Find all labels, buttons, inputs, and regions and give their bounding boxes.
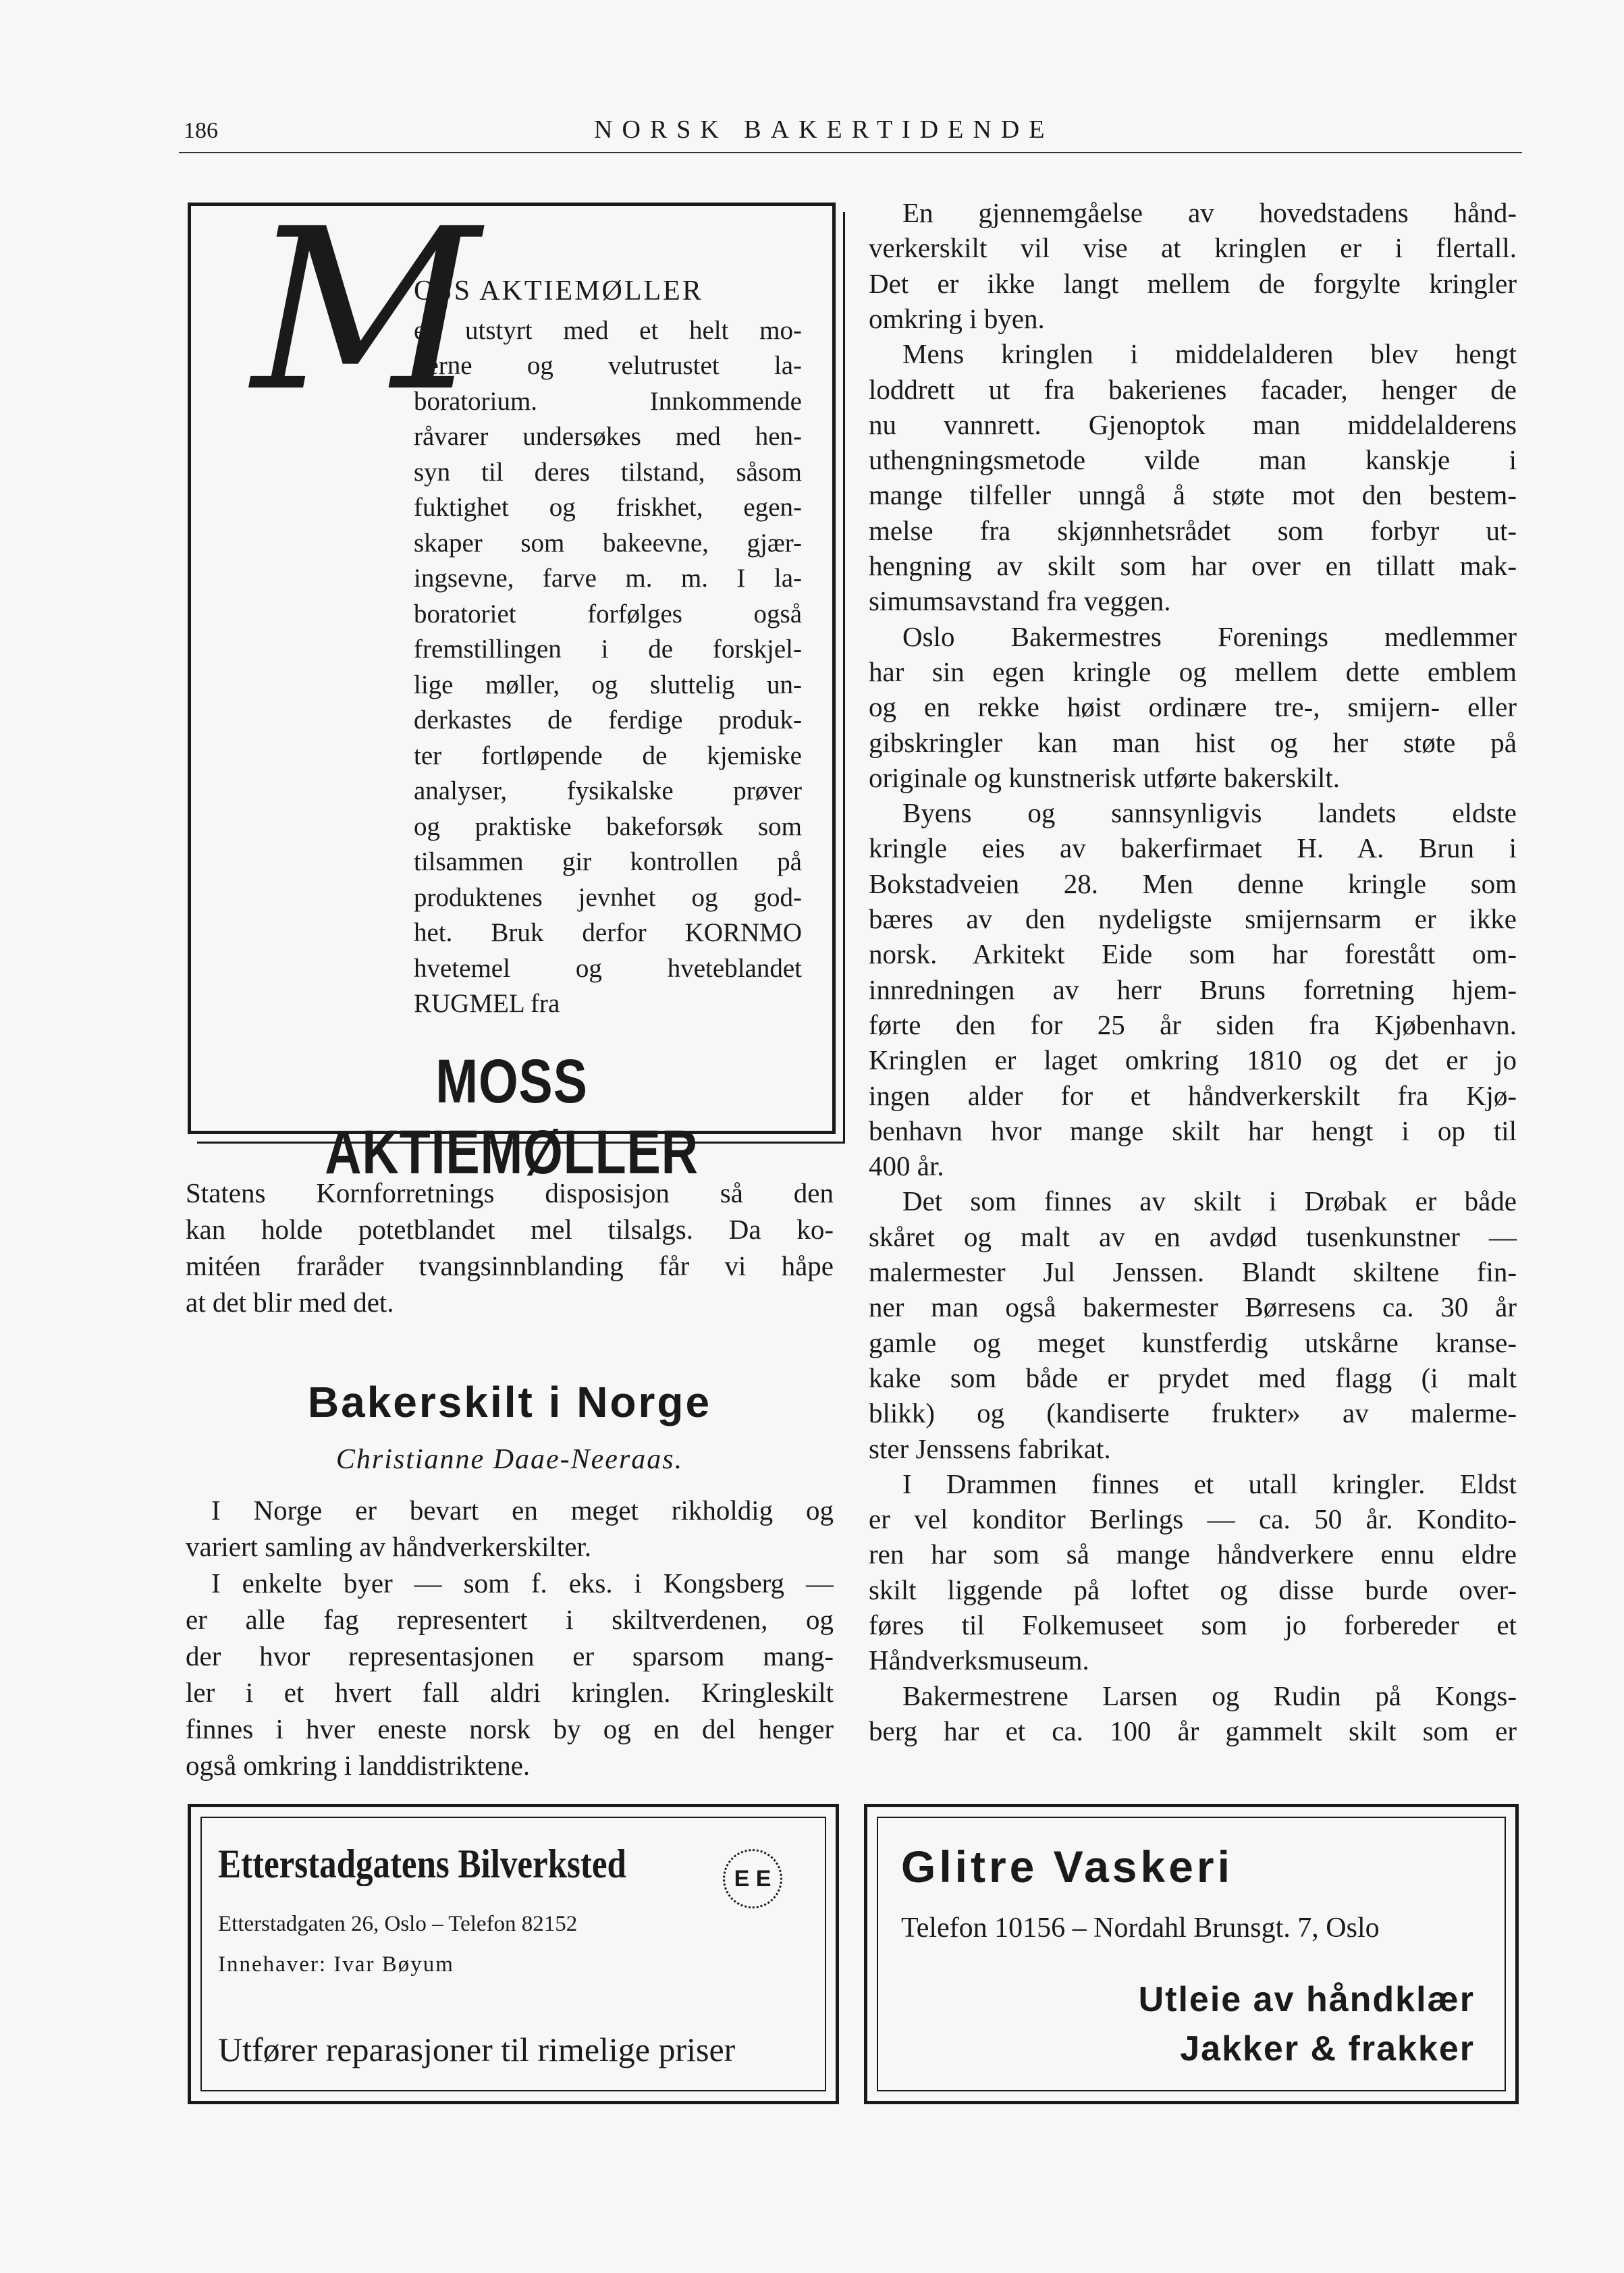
glitre-vaskeri-ad	[864, 1804, 1519, 2104]
body-text-line: nu vannrett. Gjenoptok man middelalderens	[869, 408, 1517, 440]
body-text-line: I Norge er bevart en meget rikholdig og	[211, 1495, 834, 1526]
body-text-line: norsk. Arkitekt Eide som har forestått om-	[869, 938, 1517, 970]
moss-ad-line: tilsammen gir kontrollen på	[414, 847, 802, 876]
body-text-line: omkring i byen.	[869, 302, 1045, 334]
body-text-line: kringle eies av bakerfirmaet H. A. Brun i	[869, 832, 1517, 864]
page-number: 186	[184, 118, 218, 143]
body-text-line: originale og kunstnerisk utførte bakerskilt.	[869, 761, 1340, 793]
decorative-initial: M	[252, 181, 480, 440]
bilverksted-address: Etterstadgaten 26, Oslo – Telefon 82152	[218, 1912, 578, 1936]
body-text-line: førte den for 25 år siden fra Kjøbenhavn.	[869, 1009, 1517, 1040]
moss-ad-line: RUGMEL fra	[414, 989, 560, 1018]
moss-ad-line: fremstillingen i de forskjel-	[414, 635, 802, 664]
body-text-line: benhavn hvor mange skilt har hengt i op til	[869, 1115, 1517, 1146]
body-text-line: Bakermestrene Larsen og Rudin på Kongs-	[902, 1680, 1517, 1711]
body-text-line: ler i et hvert fall aldri kringlen. Kringleskilt	[186, 1677, 834, 1708]
body-text-line: er alle fag representert i skiltverdenen, og	[186, 1604, 834, 1635]
article-title: Bakerskilt i Norge	[307, 1378, 712, 1426]
body-text-line: ster Jenssens fabrikat.	[869, 1433, 1111, 1464]
body-text-line: også omkring i landdistriktene.	[186, 1750, 531, 1781]
body-text-line: Statens Kornforretnings disposisjon så den	[186, 1177, 834, 1208]
body-text-line: skåret og malt av en avdød tusenkunstner —	[869, 1221, 1517, 1252]
bilverksted-ad	[188, 1804, 839, 2104]
body-text-line: kan holde potetblandet mel tilsalgs. Da ko-	[186, 1214, 834, 1245]
moss-ad-line: het. Bruk derfor KORNMO	[414, 918, 802, 947]
body-text-line: Det er ikke langt mellem de forgylte kringler	[869, 267, 1517, 299]
moss-ad-line: fuktighet og friskhet, egen-	[414, 493, 802, 522]
moss-ad-line: råvarer undersøkes med hen-	[414, 422, 802, 451]
moss-ad-line: er utstyrt med et helt mo-	[414, 315, 802, 345]
body-text-line: uthengningsmetode vilde man kanskje i	[869, 444, 1517, 476]
body-text-line: 400 år.	[869, 1150, 944, 1182]
body-text-line: finnes i hver eneste norsk by og en del henger	[186, 1713, 834, 1744]
body-text-line: malermester Jul Jenssen. Blandt skiltene fin-	[869, 1256, 1517, 1287]
moss-ad-line: analyser, fysikalske prøver	[414, 776, 802, 805]
moss-ad-line: skaper som bakeevne, gjær-	[414, 528, 802, 558]
body-text-line: føres til Folkemuseet som jo forbereder et	[869, 1609, 1517, 1640]
article-author: Christianne Daae-Neeraas.	[335, 1444, 684, 1475]
moss-ad-line: OSS AKTIEMØLLER	[414, 275, 703, 306]
body-text-line: berg har et ca. 100 år gammelt skilt som er	[869, 1715, 1517, 1746]
moss-ad-brand: MOSS AKTIEMØLLER	[325, 1047, 699, 1187]
bilverksted-slogan: Utfører reparasjoner til rimelige priser	[218, 2031, 736, 2068]
body-text-line: melse fra skjønnhetsrådet som forbyr ut-	[869, 514, 1517, 546]
moss-ad-line: derkastes de ferdige produk-	[414, 705, 802, 734]
body-text-line: har sin egen kringle og mellem dette emblem	[869, 656, 1517, 687]
body-text-line: mange tilfeller unngå å støte mot den bestem-	[869, 479, 1517, 511]
moss-ad-line: syn til deres tilstand, såsom	[414, 457, 802, 487]
moss-ad-line: boratoriet forfølges også	[414, 599, 802, 629]
moss-ad-line: boratorium. Innkommende	[414, 386, 802, 416]
body-text-line: og en rekke høist ordinære tre-, smijern- eller	[869, 691, 1517, 723]
moss-ad-line: og praktiske bakeforsøk som	[414, 811, 802, 841]
body-text-line: hengning av skilt som har over en tillatt mak-	[869, 550, 1517, 581]
body-text-line: ren har som så mange håndverkere ennu eldre	[869, 1539, 1517, 1570]
header-divider	[179, 152, 1522, 153]
moss-ad-line: produktenes jevnhet og god-	[414, 882, 802, 912]
bilverksted-title: Etterstadgatens Bilverksted	[218, 1842, 626, 1886]
vaskeri-service-line-2: Jakker & frakker	[1180, 2029, 1475, 2068]
vaskeri-title: Glitre Vaskeri	[901, 1842, 1233, 1892]
moss-ad-line: ter fortløpende de kjemiske	[414, 741, 802, 770]
running-head: NORSK BAKERTIDENDE	[594, 115, 1054, 144]
moss-ad-line: ingsevne, farve m. m. I la-	[414, 564, 802, 593]
body-text-line: bæres av den nydeligste smijernsarm er ikke	[869, 903, 1517, 934]
moss-ad-line: derne og velutrustet la-	[414, 351, 802, 380]
vaskeri-contact: Telefon 10156 – Nordahl Brunsgt. 7, Oslo	[901, 1913, 1380, 1944]
body-text-line: er vel konditor Berlings — ca. 50 år. Kondito-	[869, 1503, 1517, 1535]
body-text-line: variert samling av håndverkerskilter.	[186, 1531, 592, 1562]
body-text-line: gibskringler kan man hist og her støte på	[869, 726, 1517, 758]
body-text-line: ingen alder for et håndverkerskilt fra Kjø-	[869, 1079, 1517, 1111]
body-text-line: I Drammen finnes et utall kringler. Eldst	[902, 1468, 1517, 1499]
body-text-line: innredningen av herr Bruns forretning hjem-	[869, 973, 1517, 1005]
body-text-line: Oslo Bakermestres Forenings medlemmer	[902, 620, 1517, 652]
vaskeri-service-line-1: Utleie av håndklær	[1138, 1980, 1475, 2019]
body-text-line: loddrett ut fra bakerienes facader, henger de	[869, 373, 1517, 405]
body-text-line: Bokstadveien 28. Men denne kringle som	[869, 867, 1517, 899]
body-text-line: ner man også bakermester Børresens ca. 30 år	[869, 1291, 1517, 1323]
body-text-line: I enkelte byer — som f. eks. i Kongsberg —	[211, 1568, 834, 1599]
body-text-line: mitéen fraråder tvangsinnblanding får vi håpe	[186, 1250, 834, 1281]
body-text-line: verkerskilt vil vise at kringlen er i flertall.	[869, 232, 1517, 264]
bilverksted-owner: Innehaver: Ivar Bøyum	[218, 1952, 454, 1977]
body-text-line: En gjennemgåelse av hovedstadens hånd-	[902, 197, 1517, 228]
body-text-line: kake som både er prydet med flagg (i malt	[869, 1362, 1517, 1393]
body-text-line: at det blir med det.	[186, 1287, 394, 1318]
body-text-line: Byens og sannsynligvis landets eldste	[902, 797, 1517, 829]
body-text-line: Håndverksmuseum.	[869, 1644, 1089, 1676]
moss-ad-line: hvetemel og hveteblandet	[414, 953, 802, 983]
body-text-line: gamle og meget kunstferdig utskårne kranse-	[869, 1327, 1517, 1358]
ee-logo: E E	[723, 1849, 782, 1908]
body-text-line: Mens kringlen i middelalderen blev hengt	[902, 338, 1517, 370]
body-text-line: Det som finnes av skilt i Drøbak er både	[902, 1185, 1517, 1217]
body-text-line: der hvor representasjonen er sparsom mang-	[186, 1640, 834, 1672]
body-text-line: simumsavstand fra veggen.	[869, 585, 1171, 617]
body-text-line: blikk) og (kandiserte frukter» av malerme-	[869, 1397, 1517, 1429]
body-text-line: Kringlen er laget omkring 1810 og det er jo	[869, 1044, 1517, 1076]
moss-ad-line: lige møller, og sluttelig un-	[414, 670, 802, 699]
moss-aktiemoller-ad	[188, 181, 836, 1187]
body-text-line: skilt liggende på loftet og disse burde over-	[869, 1574, 1517, 1605]
